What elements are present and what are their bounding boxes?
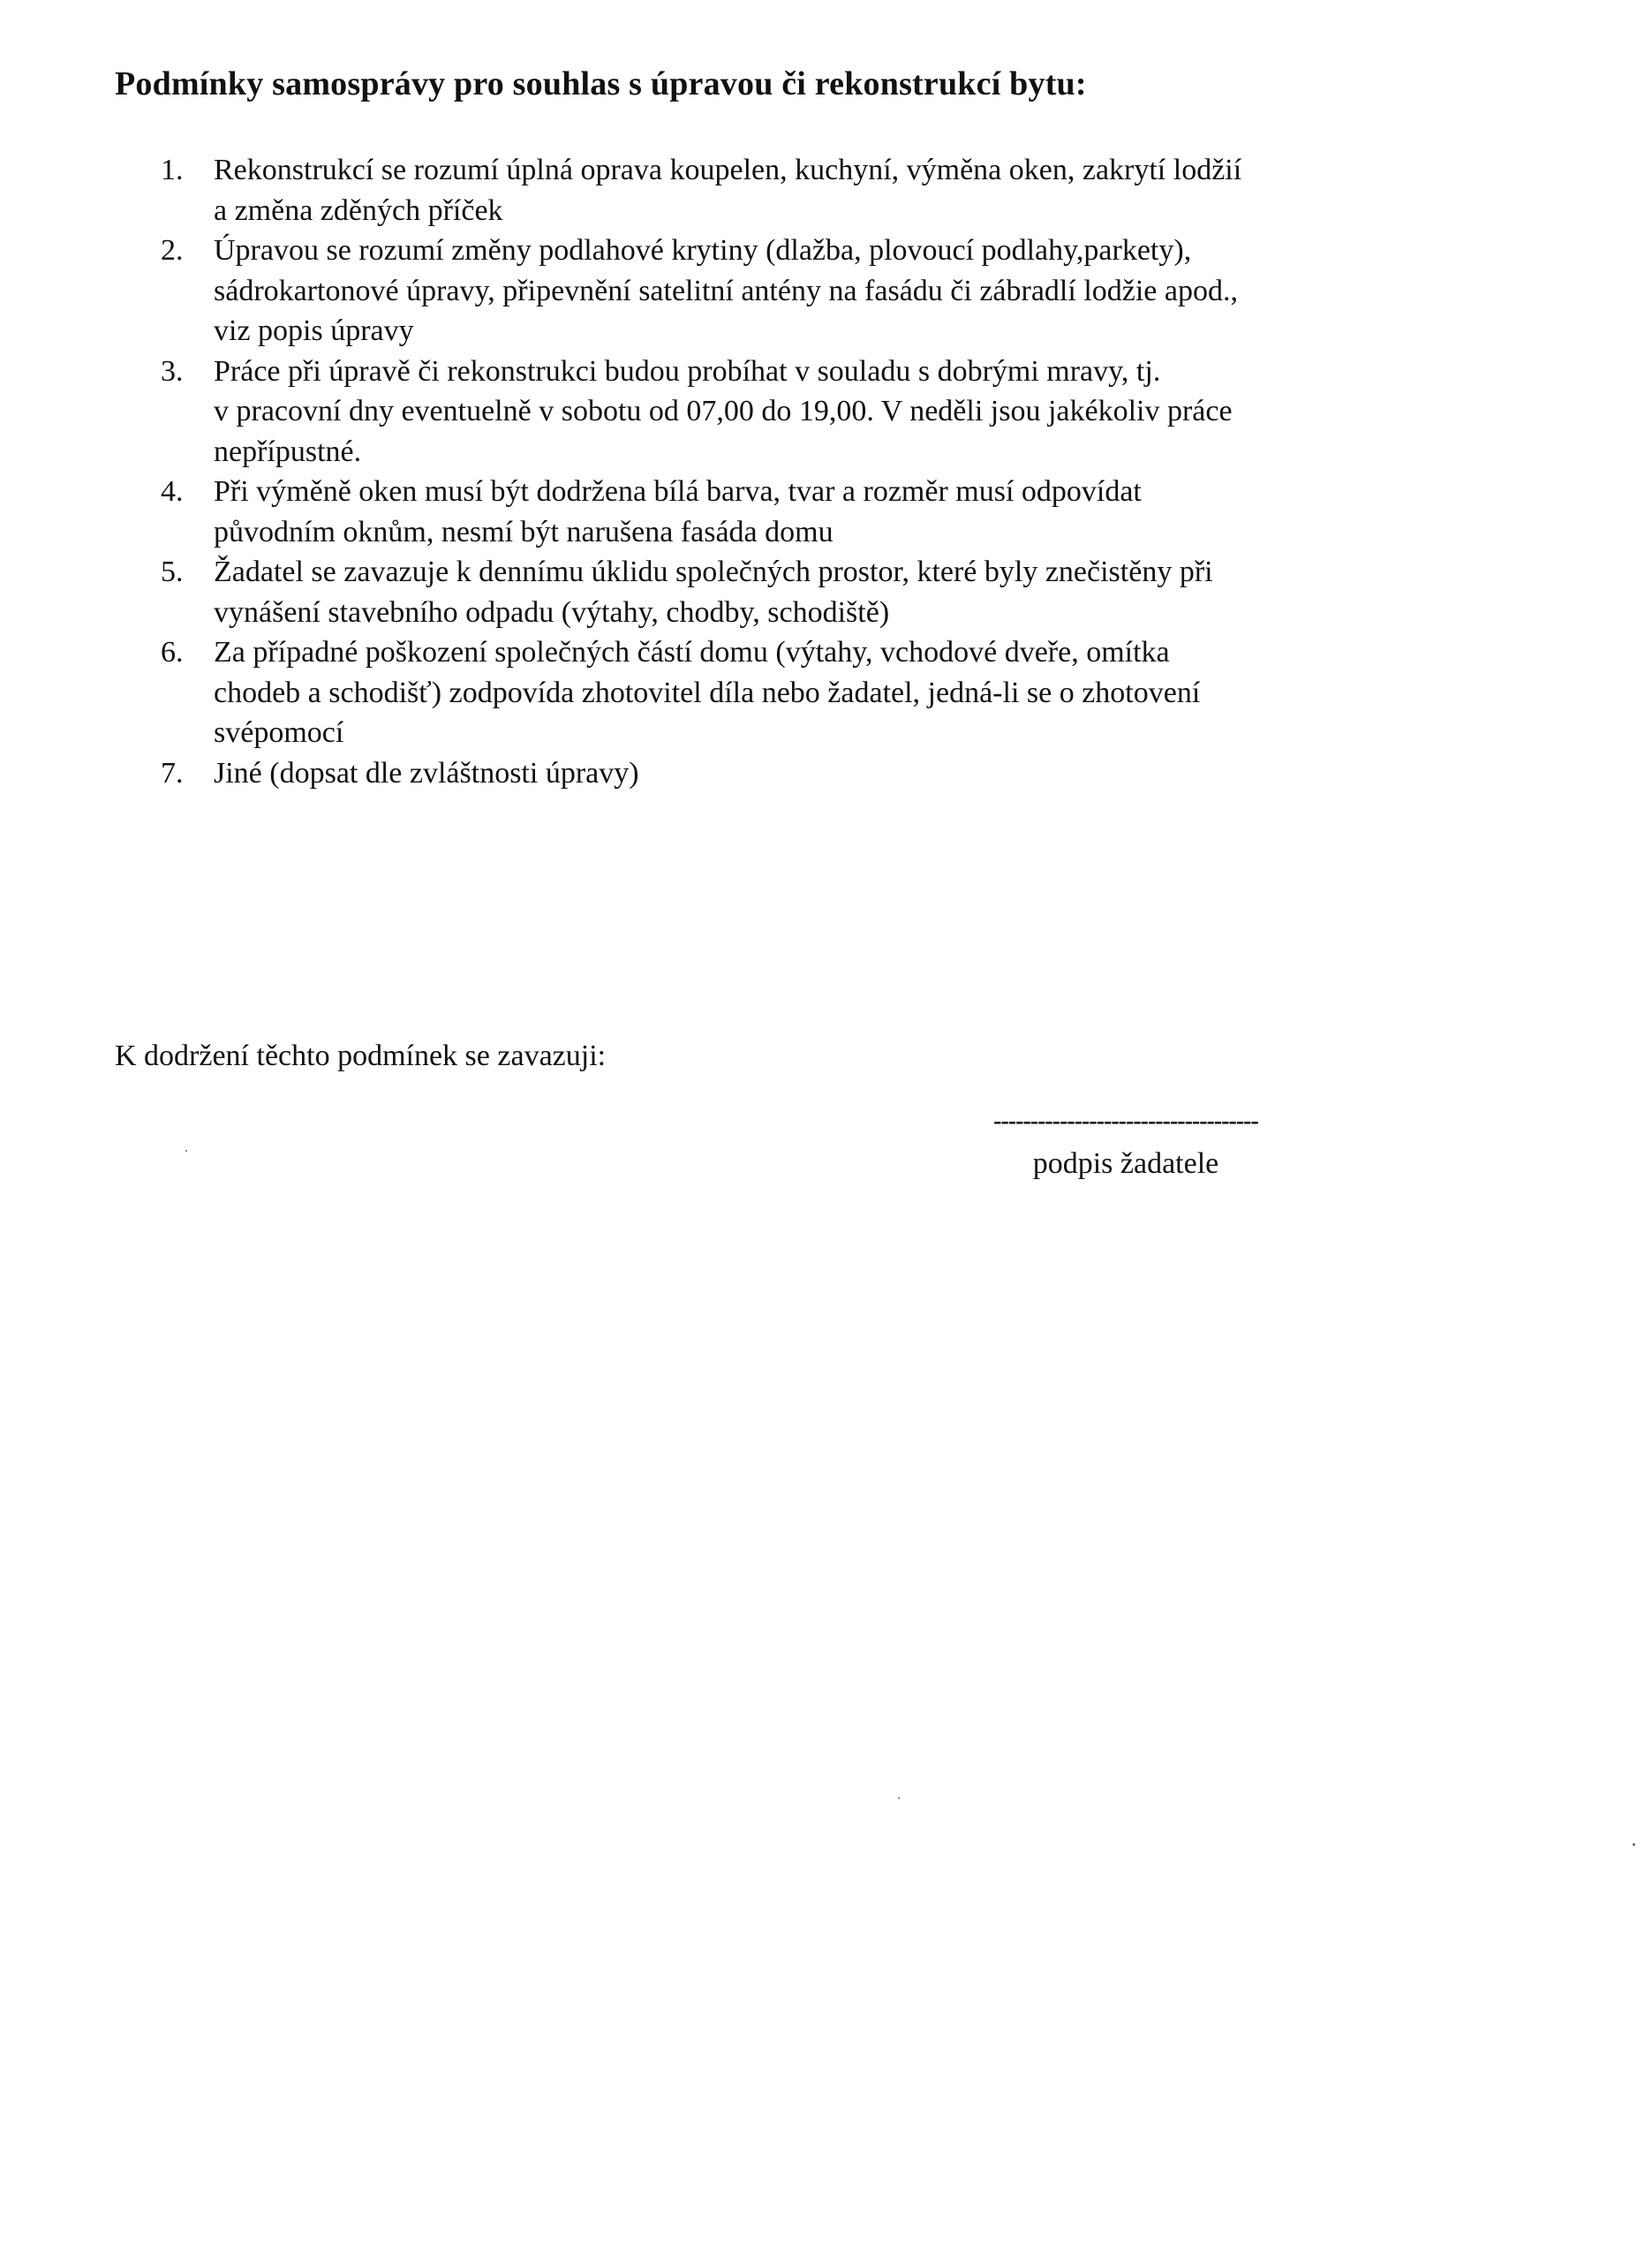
document-title: Podmínky samosprávy pro souhlas s úpravou či rekonstrukcí bytu: xyxy=(115,65,1087,102)
condition-text: Práce při úpravě či rekonstrukci budou probíhat v souladu s dobrými mravy, tj. v pracovní dny eventuelně v sobotu od 07,00 do 19,00. V neděli jsou jakékoliv práce nepřípustné. xyxy=(214,354,1233,468)
condition-item-4 xyxy=(161,472,1379,552)
condition-number: 6. xyxy=(161,636,184,669)
scan-speck xyxy=(185,1150,187,1152)
condition-item-1 xyxy=(161,150,1379,231)
signature-line: ------------------------------------ xyxy=(993,1108,1258,1135)
condition-text: Žadatel se zavazuje k dennímu úklidu společných prostor, které byly znečistěny při vynášení stavebního odpadu (výtahy, chodby, schodiště) xyxy=(214,556,1213,629)
scan-speck xyxy=(1633,1843,1635,1846)
condition-number: 2. xyxy=(161,234,184,267)
condition-text: Za případné poškození společných částí domu (výtahy, vchodové dveře, omítka chodeb a schodišť) zodpovída zhotovitel díla nebo žadatel, jedná-li se o zhotovení svépomocí xyxy=(214,636,1201,749)
condition-text: Jiné (dopsat dle zvláštnosti úpravy) xyxy=(214,756,639,790)
condition-item-2 xyxy=(161,231,1379,352)
conditions-list xyxy=(161,150,1379,793)
condition-number: 7. xyxy=(161,756,184,790)
commitment-statement: K dodržení těchto podmínek se zavazuji: xyxy=(115,1040,607,1072)
condition-number: 1. xyxy=(161,154,184,186)
condition-number: 3. xyxy=(161,354,184,388)
condition-number: 4. xyxy=(161,475,184,508)
signature-label: podpis žadatele xyxy=(1032,1147,1219,1180)
condition-text: Rekonstrukcí se rozumí úplná oprava koupelen, kuchyní, výměna oken, zakrytí lodžií a změna zděných příček xyxy=(214,154,1242,227)
condition-item-3 xyxy=(161,352,1379,473)
condition-text: Při výměně oken musí být dodržena bílá barva, tvar a rozměr musí odpovídat původním oknům, nesmí být narušena fasáda domu xyxy=(214,475,1142,548)
condition-text: Úpravou se rozumí změny podlahové krytiny (dlažba, plovoucí podlahy,parkety), sádrokartonové úpravy, připevnění satelitní antény na fasádu či zábradlí lodžie apod., viz popis úpravy xyxy=(214,234,1238,347)
condition-item-5 xyxy=(161,552,1379,632)
scan-speck xyxy=(898,1797,900,1799)
condition-item-7 xyxy=(161,753,1379,794)
condition-number: 5. xyxy=(161,556,184,588)
condition-item-6 xyxy=(161,632,1379,753)
signature-block xyxy=(923,1108,1329,1183)
